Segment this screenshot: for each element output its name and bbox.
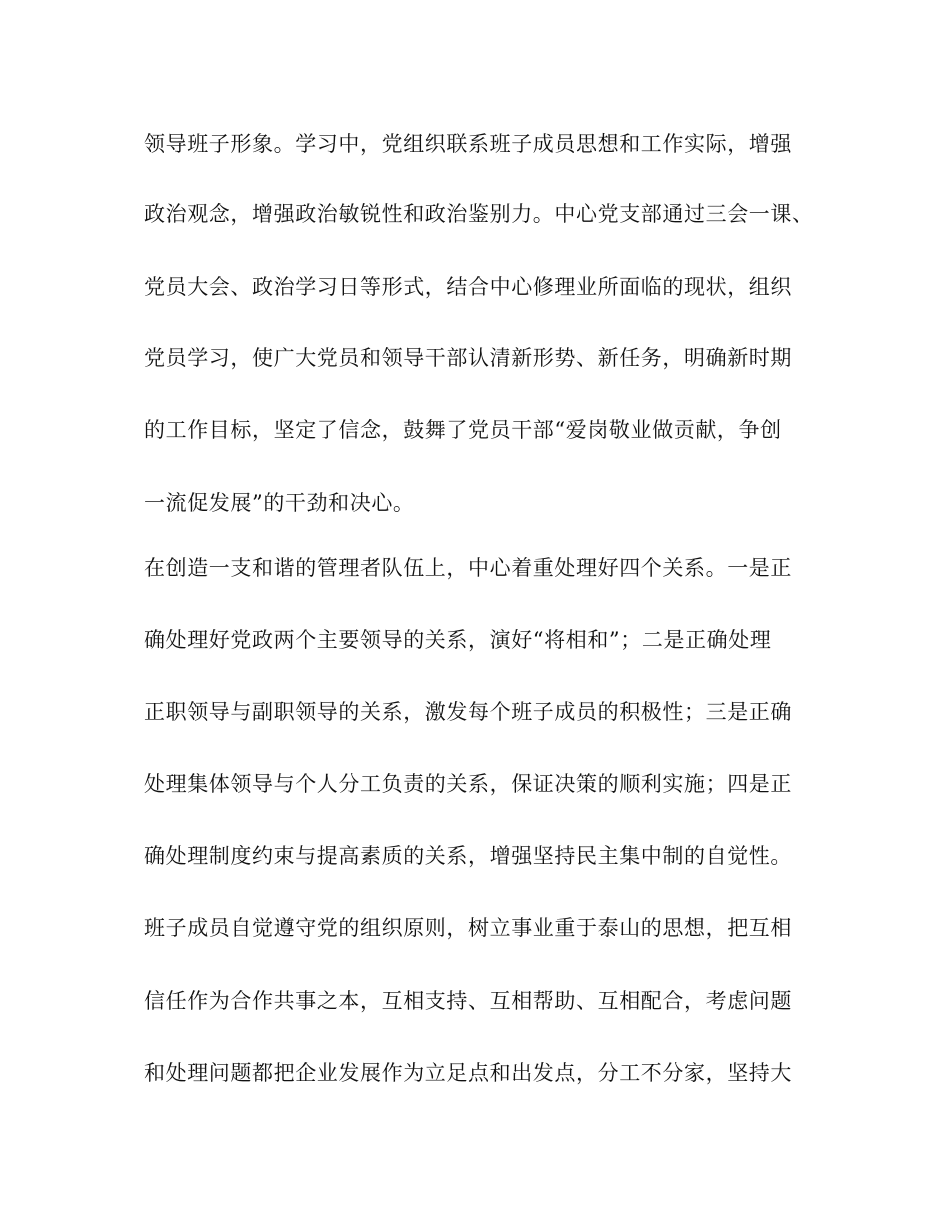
text-line-10: 处理集体领导与个人分工负责的关系，保证决策的顺利实施；四是正 (144, 772, 792, 796)
text-line-1: 领导班子形象。学习中，党组织联系班子成员思想和工作实际，增强 (144, 132, 792, 156)
text-line-14: 和处理问题都把企业发展作为立足点和出发点，分工不分家，坚持大 (144, 1061, 792, 1085)
text-line-9: 正职领导与副职领导的关系，激发每个班子成员的积极性；三是正确 (144, 700, 792, 724)
text-line-6: 一流促发展”的干劲和决心。 (144, 491, 415, 515)
text-line-7: 在创造一支和谐的管理者队伍上，中心着重处理好四个关系。一是正 (144, 556, 792, 580)
text-line-4: 党员学习，使广大党员和领导干部认清新形势、新任务，明确新时期 (144, 346, 792, 370)
text-line-11: 确处理制度约束与提高素质的关系，增强坚持民主集中制的自觉性。 (144, 844, 792, 868)
text-line-3: 党员大会、政治学习日等形式，结合中心修理业所面临的现状，组织 (144, 275, 792, 299)
text-line-8: 确处理好党政两个主要领导的关系，演好“将相和”；二是正确处理 (144, 628, 772, 652)
text-line-13: 信任作为合作共事之本，互相支持、互相帮助、互相配合，考虑问题 (144, 989, 792, 1013)
text-line-12: 班子成员自觉遵守党的组织原则，树立事业重于泰山的思想，把互相 (144, 916, 792, 940)
text-line-5: 的工作目标，坚定了信念，鼓舞了党员干部“爱岗敬业做贡献，争创 (144, 418, 782, 442)
text-line-2: 政治观念，增强政治敏锐性和政治鉴别力。中心党支部通过三会一课、 (144, 202, 814, 226)
